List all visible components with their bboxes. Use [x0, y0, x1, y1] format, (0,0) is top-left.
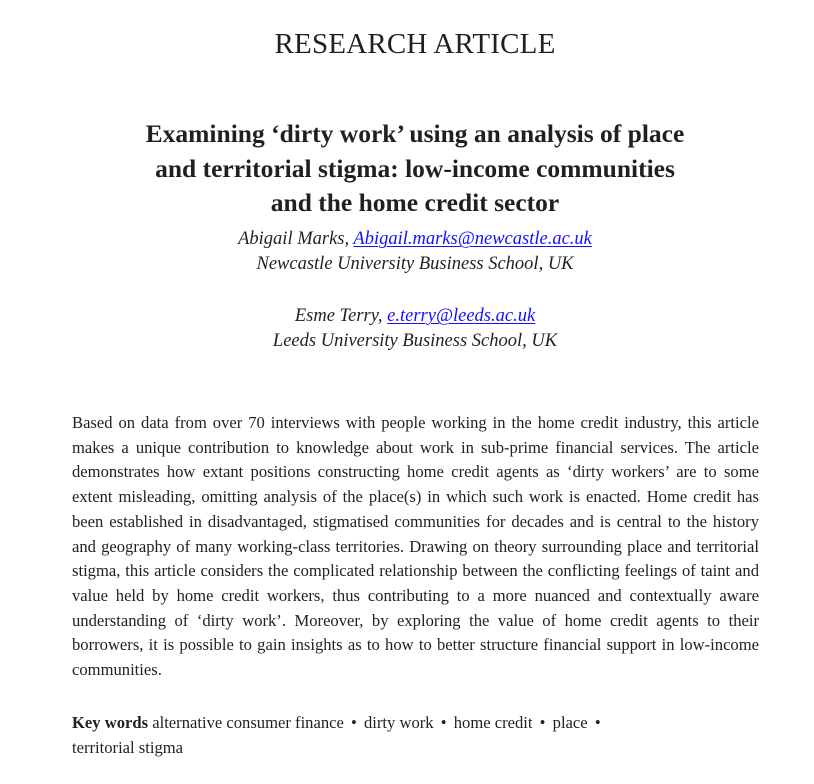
keywords	[72, 711, 759, 760]
abstract: Based on data from over 70 interviews with people working in the home credit industry, this article makes a unique contribution to knowledge about work in sub-prime financial services. The article demonstrates how extant positions constructing home credit agents as ‘dirty workers’ are to some extent misleading, omitting analysis of the place(s) in which such work is enacted. Home credit has been established in disadvantaged, stigmatised communities for decades and is central to the history and geography of many working-class territories. Drawing on theory surrounding place and territorial stigma, this article considers the complicated relationship between the conflicting feelings of taint and value held by home credit workers, thus contributing to a more nuanced and contextually aware understanding of ‘dirty work’. Moreover, by exploring the value of home credit agents to their borrowers, it is possible to gain insights as to how to better structure financial support in low-income communities.	[72, 413, 759, 680]
author-block-marks	[0, 227, 814, 277]
title-line: and territorial stigma: low-income communities	[155, 153, 675, 183]
author-line	[0, 304, 814, 329]
title-line: and the home credit sector	[270, 188, 560, 217]
keyword: dirty work	[364, 713, 434, 732]
author-block-terry	[0, 304, 814, 354]
keyword: home credit	[453, 713, 533, 732]
author-affiliation: Leeds University Business School, UK	[272, 331, 558, 351]
author-email-link[interactable]: e.terry@leeds.ac.uk	[387, 306, 536, 326]
article-title	[60, 117, 770, 221]
author-email-link[interactable]: Abigail.marks@newcastle.ac.uk	[353, 229, 592, 249]
keyword-separator: •	[594, 713, 601, 732]
keyword-separator: •	[440, 713, 447, 732]
keyword-separator: •	[539, 713, 546, 732]
keyword: territorial stigma	[72, 737, 184, 757]
keyword: place	[552, 713, 588, 732]
keyword: alternative consumer finance	[152, 713, 344, 732]
author-name: Abigail Marks,	[238, 229, 350, 249]
article-type-heading: RESEARCH ARTICLE	[274, 28, 556, 60]
keywords-label: Key words	[72, 713, 149, 732]
author-affiliation: Newcastle University Business School, UK	[256, 254, 574, 274]
author-line	[0, 227, 814, 252]
title-line: Examining ‘dirty work’ using an analysis of place	[145, 119, 685, 148]
author-name: Esme Terry,	[294, 306, 383, 326]
keyword-separator: •	[351, 713, 357, 732]
